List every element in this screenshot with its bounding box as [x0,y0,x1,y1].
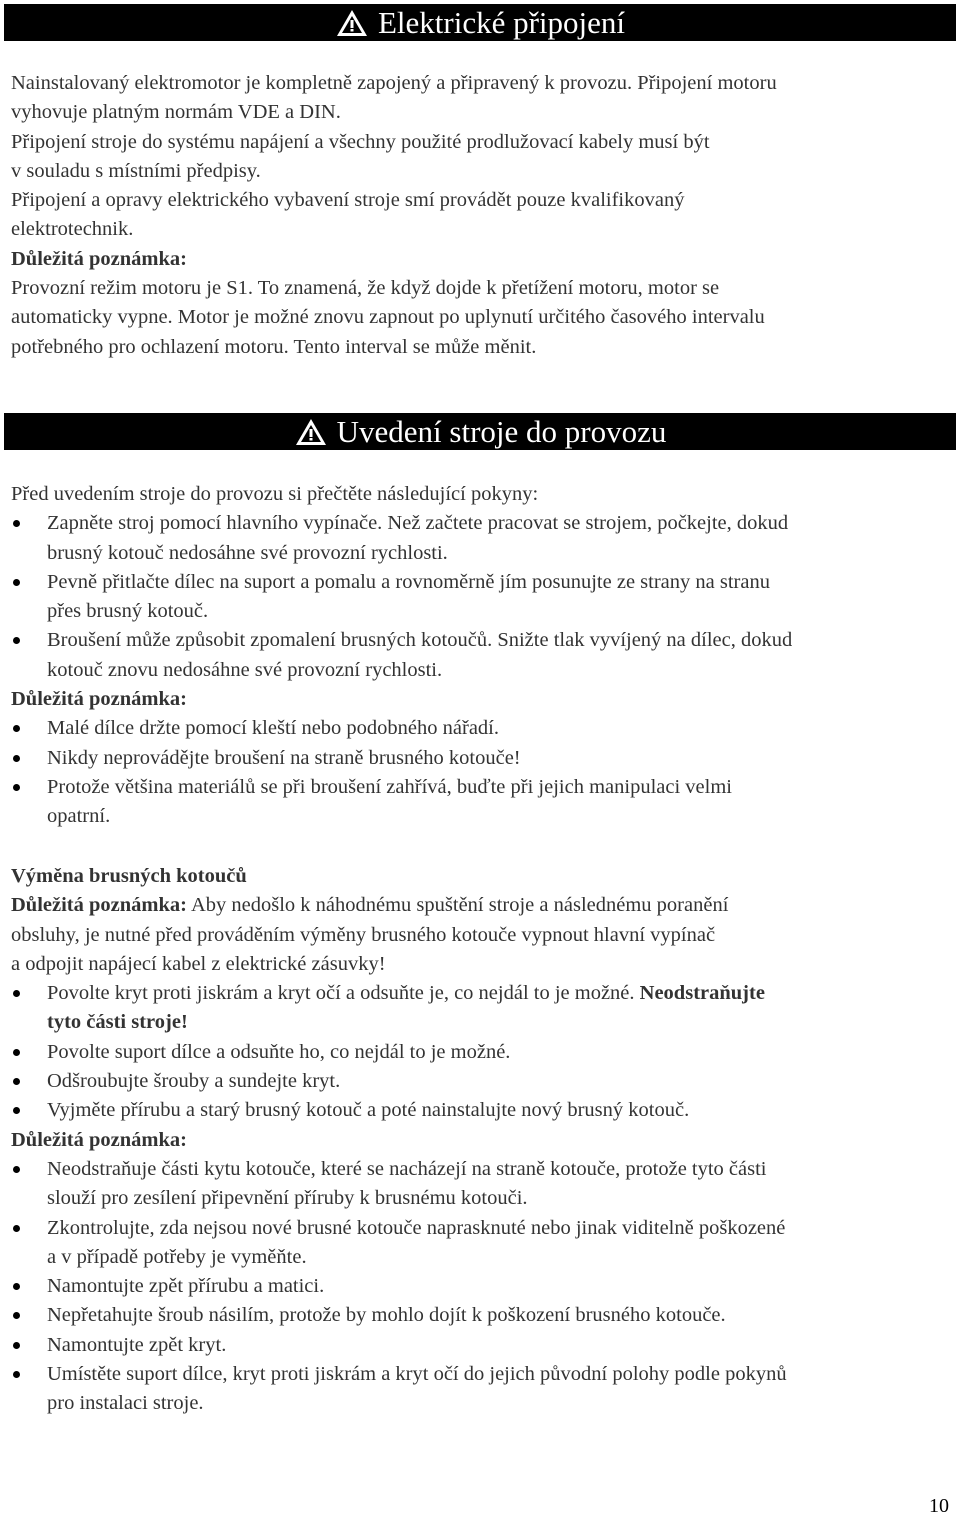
list-item: Vyjměte přírubu a starý brusný kotouč a poté nainstalujte nový brusný kotouč. [11,1096,946,1125]
warning-icon [335,8,369,38]
note-label: Důležitá poznámka: [11,688,187,711]
paragraph: Připojení a opravy elektrického vybavení stroje smí provádět pouze kvalifikovaný elektrotechnik. [11,189,685,241]
note-label: Důležitá poznámka: [11,894,187,917]
list-item: Malé dílce držte pomocí kleští nebo podobného nářadí. [11,714,946,743]
startup-list [11,509,946,685]
item-text: Povolte kryt proti jiskrám a kryt očí a odsuňte je, co nejdál to je možné. [47,982,640,1005]
section-header-startup [4,413,956,450]
note-text: Aby nedošlo k náhodnému spuštění stroje a následnému poranění obsluhy, je nutné před prováděním výměny brusného kotouče vypnout hlavní vypínač a odpojit napájecí kabel z elektrické zásuvky! [11,894,729,975]
subsection-title: Výměna brusných kotoučů [11,865,247,887]
list-item: Namontujte zpět kryt. [11,1331,946,1360]
startup-note-list [11,714,946,831]
list-item: Odšroubujte šrouby a sundejte kryt. [11,1067,946,1096]
list-item: Nepřetahujte šroub násilím, protože by mohlo dojít k poškození brusného kotouče. [11,1301,946,1330]
note-paragraph [11,891,946,979]
replacement-note-list [11,1155,946,1419]
paragraph: Nainstalovaný elektromotor je kompletně zapojený a připravený k provozu. Připojení motoru vyhovuje platným normám VDE a DIN. [11,72,777,124]
item-warning: Neodstraňujte tyto části stroje! [47,982,765,1034]
electrical-body [11,69,946,362]
section-header-electrical [4,4,956,41]
list-item: Zapněte stroj pomocí hlavního vypínače. Než začtete pracovat se strojem, počkejte, dokud brusný kotouč nedosáhne své provozní rychlosti. [11,509,946,568]
replacement-body [11,862,946,1419]
note-text: Provozní režim motoru je S1. To znamená, že když dojde k přetížení motoru, motor se automaticky vypne. Motor je možné znovu zapnout po uplynutí určitého časového intervalu potřebného pro ochlazení motoru. Tento interval se může měnit. [11,277,765,358]
list-item: Umístěte suport dílce, kryt proti jiskrám a kryt očí do jejich původní polohy podle pokynů pro instalaci stroje. [11,1360,946,1419]
intro-text: Před uvedením stroje do provozu si přečtěte následující pokyny: [11,483,539,505]
paragraph: Připojení stroje do systému napájení a všechny použité prodlužovací kabely musí být v souladu s místními předpisy. [11,130,710,182]
section-title: Uvedení stroje do provozu [336,413,667,449]
page-number: 10 [929,1495,949,1517]
list-item: Neodstraňuje části kytu kotouče, které se nacházejí na straně kotouče, protože tyto části slouží pro zesílení připevnění příruby k brusnému kotouči. [11,1155,946,1214]
section-title: Elektrické připojení [377,4,626,40]
replacement-list [11,979,946,1125]
warning-icon [294,417,328,447]
list-item [11,979,946,1038]
note-label: Důležitá poznámka: [11,1128,187,1151]
list-item: Zkontrolujte, zda nejsou nové brusné kotouče naprasknuté nebo jinak viditelně poškozené a v případě potřeby je vyměňte. [11,1214,946,1273]
list-item: Namontujte zpět přírubu a matici. [11,1272,946,1301]
list-item: Povolte suport dílce a odsuňte ho, co nejdál to je možné. [11,1038,946,1067]
list-item: Nikdy neprovádějte broušení na straně brusného kotouče! [11,744,946,773]
list-item: Pevně přitlačte dílec na suport a pomalu a rovnoměrně jím posunujte ze strany na stranu přes brusný kotouč. [11,568,946,627]
list-item: Protože většina materiálů se při broušení zahřívá, buďte při jejich manipulaci velmi opatrní. [11,773,946,832]
startup-body [11,480,946,832]
note-label: Důležitá poznámka: [11,247,187,270]
list-item: Broušení může způsobit zpomalení brusných kotoučů. Snižte tlak vyvíjený na dílec, dokud kotouč znovu nedosáhne své provozní rychlosti. [11,626,946,685]
